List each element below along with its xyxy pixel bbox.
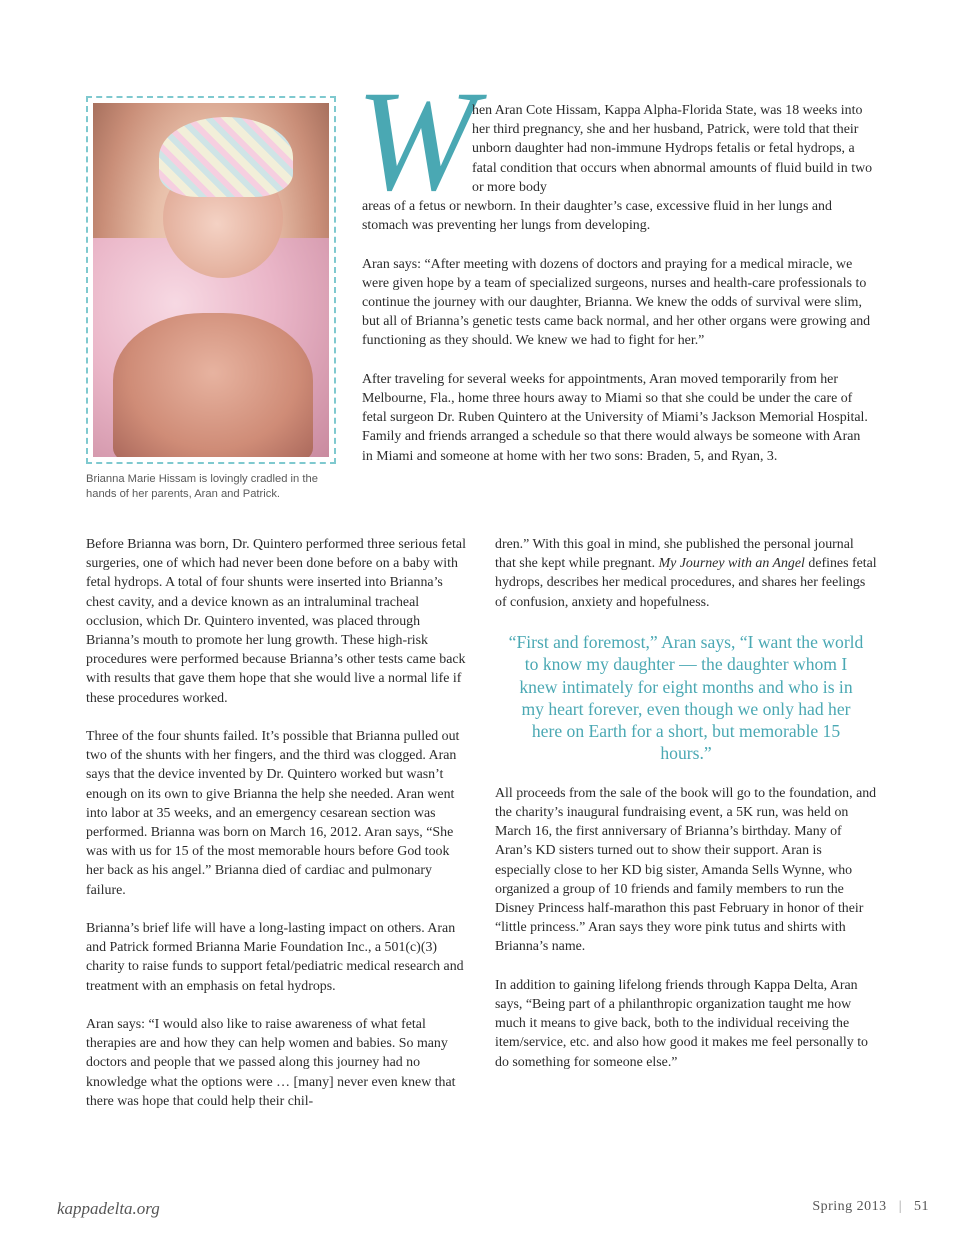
paragraph-surgeries: Before Brianna was born, Dr. Quintero performed three serious fetal surgeries, one of which had never been done before on a baby with fetal hydrops. A total of four shunts were inserted into Brianna’s chest cavity, and a device known as an intraluminal tracheal occlusion, which Dr. Quintero invented, was placed through Brianna’s mouth to promote her lung growth. These high-risk procedures were performed because Brianna’s other tests came back with results that gave them hope that she would live a normal life if these procedures worked. [86, 537, 466, 706]
paragraph-shunts: Three of the four shunts failed. It’s possible that Brianna pulled out two of the shunts with her fingers, and the third was clogged. Aran says that the device invented by Dr. Quintero worked but wasn’t enough on its own to give Brianna the help she needed. Aran went into labor at 35 weeks, and an emergency cesarean section was performed. Brianna was born on March 16, 2012. Aran says, “She was with us for 15 of the most memorable hours before God took her back as his angel.” Brianna died of cardiac and pulmonary failure. [86, 729, 460, 898]
baby-photo [93, 103, 329, 457]
footer-separator: | [898, 1199, 902, 1214]
paragraph-foundation: Brianna’s brief life will have a long-lasting impact on others. Aran and Patrick formed Brianna Marie Foundation Inc., a 501(c)(3) charity to raise funds to support fetal/pediatric medical research and treatment with an emphasis on fetal hydrops. [86, 921, 464, 994]
paragraph-travel: After traveling for several weeks for appointments, Aran moved temporarily from her Melbourne, Fla., home three hours away to Miami so that she could be under the care of fetal surgeon Dr. Ruben Quintero at the University of Miami’s Jackson Memorial Hospital. Family and friends arranged a schedule so that there would always be someone with Aran in Miami and someone at home with her two sons: Braden, 5, and Ryan, 3. [362, 371, 868, 464]
book-title: My Journey with an Angel [658, 556, 805, 572]
drop-cap: W [356, 62, 476, 221]
paragraph-proceeds: All proceeds from the sale of the book will go to the foundation, and the charity’s inaugural fundraising event, a 5K run, was held on March 16, the first anniversary of Brianna’s birthday. Many of Aran’s KD sisters turned out to show their support. Aran is especially close to her KD big sister, Amanda Sells Wynne, who organized a group of 10 friends and family members to run the Disney Princess half-marathon this past February in honor of their “little princess.” Aran says they wore pink tutus and shirts with Brianna’s name. [495, 785, 877, 955]
intro-paragraph-start: hen Aran Cote Hissam, Kappa Alpha-Florida State, was 18 weeks into her third pregnancy, she and her husband, Patrick, were told that their unborn daughter had non-immune Hydrops fetalis or fetal hydrops, a fatal condition that occurs when abnormal amounts of fluid build in two or more body [472, 103, 873, 195]
intro-block [362, 197, 874, 485]
paragraph-journal [495, 535, 877, 612]
issue-label: Spring 2013 [812, 1199, 887, 1214]
paragraph-awareness: Aran says: “I would also like to raise awareness of what fetal therapies are and how they can help women and babies. So many doctors and people that we passed along this journey had no knowledge what the options were … [many] never even knew that there was hope that could help their chil- [86, 1017, 456, 1109]
journal-text-before: dren.” With this goal in mind, she published the personal journal that she kept while pregnant. [495, 537, 854, 572]
pull-quote: “First and foremost,” Aran says, “I want the world to know my daughter — the daughter whom I knew intimately for eight months and who is in my heart forever, even though we only had her here on Earth for a short, but memorable 15 hours.” [508, 632, 864, 764]
paragraph-aran-quote: Aran says: “After meeting with dozens of doctors and praying for a medical miracle, we were given hope by a team of specialized surgeons, nurses and health-care professionals to continue the journey with our daughter, Brianna. We knew the odds of survival were slim, but all of Brianna’s genetic tests came back normal, and her other organs were growing and functioning as they should. We knew we had to fight for her.” [362, 256, 871, 349]
photo-frame [86, 96, 336, 464]
left-column [86, 535, 470, 1130]
footer-site: kappadelta.org [57, 1199, 160, 1218]
journal-text-after: defines fetal hydrops, describes her medical procedures, and shares her feelings of confusion, anxiety and hopefulness. [495, 556, 877, 610]
footer-issue-page [812, 1199, 929, 1215]
photo-caption: Brianna Marie Hissam is lovingly cradled in the hands of her parents, Aran and Patrick. [86, 473, 318, 500]
intro-paragraph-end: areas of a fetus or newborn. In their daughter’s case, excessive fluid in her lungs and stomach was preventing her lungs from developing. [362, 199, 832, 234]
page-number: 51 [914, 1199, 929, 1214]
right-column [495, 535, 877, 1091]
striped-hat [159, 117, 293, 197]
paragraph-philanthropy: In addition to gaining lifelong friends through Kappa Delta, Aran says, “Being part of a philanthropic organization taught me how much it means to give back, both to the individual receiving the item/service, etc. and also how good it makes me feel personally to do something for someone else.” [495, 977, 869, 1070]
parent-hands [113, 313, 313, 457]
